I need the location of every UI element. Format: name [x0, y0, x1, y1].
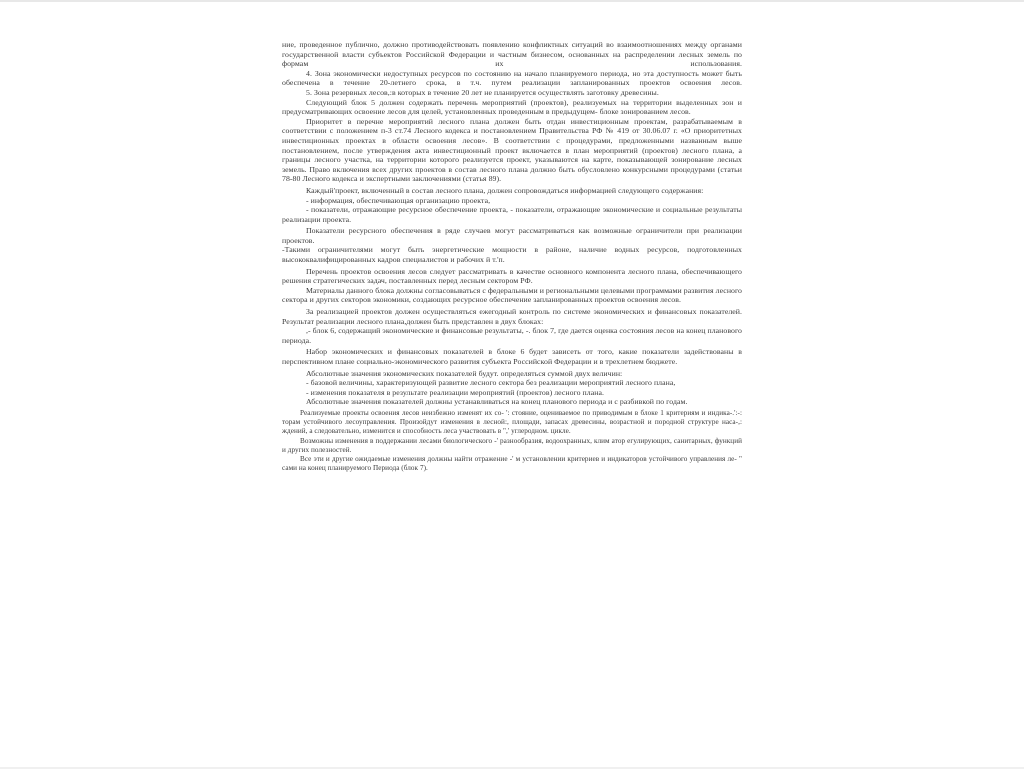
paragraph-criteria: Все эти и другие ожидаемые изменения должны найти отражение -' м установлении критериев и индикаторов устойчивого управления ле- " сами на конец планируемого Периода (блок 7). [282, 454, 742, 472]
list-item-base-value: - базовой величины, характеризующей развитие лесного сектора без реализации мероприятий лесного плана, [306, 378, 676, 388]
paragraph-indicator-set: Набор экономических и финансовых показателей в блоке 6 будет зависеть от того, какие показатели задействованы в перспективном плане социально-экономического развития субъекта Российской Федерации и в трехлетнем бюджете. [282, 347, 742, 366]
paragraph-zone-4: 4. Зона экономически недоступных ресурсов по состоянию на начало планируемого периода, но эта доступность может быть обеспечена в течение 20-летнего срока, в т.ч. путем реализации запланированных проектов освоения лесов. [282, 68, 742, 88]
paragraph-absolute-values: Абсолютные значения экономических показателей будут. определяться суммой двух величин: [306, 368, 623, 378]
paragraph-biodiversity: Возможны изменения в поддержании лесами биологического -' разнообразия, водоохранных, клим атор егулирующих, санитарных, функций и других полезностей. [282, 437, 742, 455]
paragraph-blocks-6-7: ,- блок 6, содержащий экономические и финансовые результаты, -. блок 7, где дается оценка состояния лесов на конец планового периода. [282, 326, 742, 345]
paragraph-control: За реализацией проектов должен осуществляться ежегодный контроль по системе экономических и финансовых показателей. Результат реализации лесного плана,должен быть представлен в двух блоках: [282, 307, 742, 326]
slide-top-border [0, 0, 1024, 2]
paragraph-limitations: -Такими ограничителями могут быть энергетические мощности в районе, наличие водных ресурсов, подготовленных высококвалифицированных кадров специалистов и рабочих й т.'п. [282, 245, 742, 265]
paragraph-priority: Приоритет в перечне мероприятий лесного плана должен быть отдан инвестиционным проектам, разрабатываемым в соответствии с положением п-3 ст.74 Лесного кодекса и постановлением Правительства РФ № 419 от 30.06.07 г. «О приоритетных инвестиционных проектах в области освоения лесов». В соответствии с процедурами, предложенными названным выше постановлением, после утверждения акта инвестиционный проект включается в план мероприятий (проектов) лесного плана, а границы лесного участка, на территории которого реализуется проект, указываются на карте, показывающей зонирование лесных земель. Право включения всех других проектов в состав лесного плана должно быть обусловлено конкурсными процедурами (статьи 78-80 Лесного кодекса и экспертными заключениями (статья 89). [282, 116, 742, 184]
paragraph-zone-5: 5. Зона резервных лесов,:в которых в течение 20 лет не планируется осуществлять заготовку древесины. [306, 87, 659, 97]
paragraph-period-end: Абсолютные значения показателей должны устанавливаться на конец планового периода и с разбивкой по годам. [306, 397, 688, 407]
scanned-document-page [282, 40, 742, 740]
paragraph-resource-indicators: Показатели ресурсного обеспечения в ряде случаев могут рассматриваться как возможные ограничители при реализации проектов. [282, 226, 742, 245]
paragraph-block-materials: Материалы данного блока должны согласовываться с федеральными и региональными целевыми программами развития лесного сектора и других секторов экономики, создающих ресурсное обеспечение запланированных проектов освоения лесов. [282, 285, 742, 305]
paragraph-block-5: Следующий блок 5 должен содержать перечень мероприятий (проектов), реализуемых на территории выделенных зон и предусматривающих освоение лесов для целей, установленных проведенным в предыдущем- блоке зонированием лесов. [282, 97, 742, 117]
paragraph-project-info: Каждый'проект, включенный в состав лесного плана, должен сопровождаться информацией следующего содержания: [306, 185, 704, 195]
paragraph-zone-intro: ние, проведенное публично, должно противодействовать появлению конфликтных ситуаций во взаимоотношениях между органами государственной власти субъектов Российской Федерации и частным бизнесом, основанных на распределении лесных земель по формам их использования. [282, 40, 742, 69]
paragraph-project-list: Перечень проектов освоения лесов следует рассматривать в качестве основного компонента лесного плана, обеспечивающего решения стратегических задач, поставленных перед лесным сектором РФ. [282, 266, 742, 286]
list-item-change: - изменения показателя в результате реализации мероприятий (проектов) лесного плана. [306, 387, 604, 397]
paragraph-forest-state-change: Реализуемые проекты освоения лесов неизбежно изменят их со- ': стояние, оцениваемое по приводимым в блоке 1 критериям и индика-.':-: торам устойчивого лесоуправления. Произойдут изменения в лесной:, площади, запасах древесины, возрастной и породной структуре наса-,: ждений, а следовательно, изменится и способность леса участвовать в ",' углеродном. цикле. [282, 408, 742, 435]
list-item-indicators: - показатели, отражающие ресурсное обеспечение проекта, - показатели, отражающие экономические и социальные результаты реализации проекта. [282, 205, 742, 224]
list-item-organization: - информация, обеспечивающая организацию проекта, [306, 195, 491, 205]
